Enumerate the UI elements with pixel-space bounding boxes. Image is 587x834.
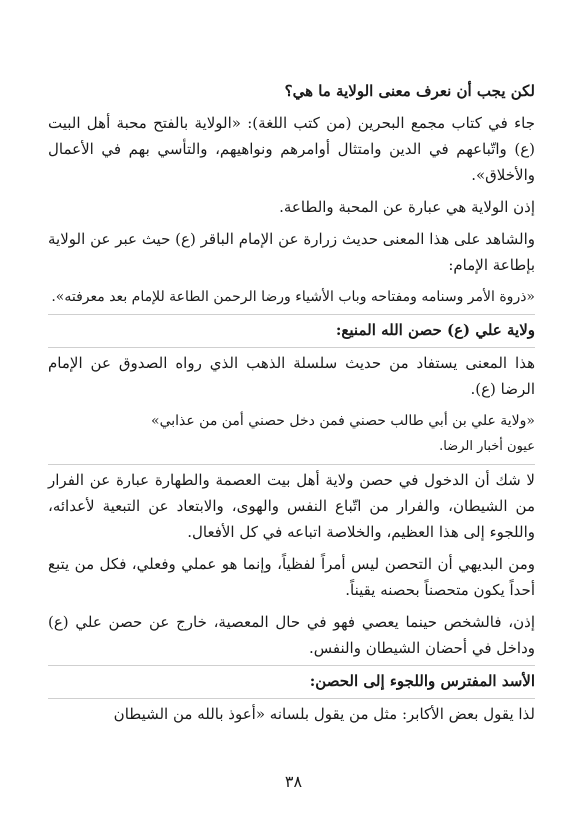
paragraph-entering-fortress: لا شك أن الدخول في حصن ولاية أهل بيت العصمة والطهارة عبارة عن الفرار من الشيطان، والفرار من اتّباع النفس والهوى، والابتعاد عن التبعية لأعدائه، واللجوء إلى هذا العظيم، والخلاصة اتباعه في كل الأفعال. [48, 471, 535, 541]
section-divider [48, 347, 535, 348]
paragraph-sinner: إذن، فالشخص حينما يعصي فهو في حال المعصية، خارج عن حصن علي (ع) وداخل في أحضان الشيطان والنفس. [48, 613, 535, 657]
section-divider [48, 665, 535, 666]
page-number: ٣٨ [284, 772, 303, 791]
section-heading-fortress: ولاية علي (ع) حصن الله المنيع: [335, 321, 535, 339]
paragraph-zurara-hadith: والشاهد على هذا المعنى حديث زرارة عن الإمام الباقر (ع) حيث عبر عن الولاية بإطاعة الإمام: [48, 230, 535, 274]
section-divider [48, 698, 535, 699]
quote-source: عيون أخبار الرضا. [439, 439, 535, 454]
section-divider [48, 314, 535, 315]
paragraph-majma-albahrayn: جاء في كتاب مجمع البحرين (من كتب اللغة): «الولاية بالفتح محبة أهل البيت (ع) واتّباعهم في الدين وامتثال أوامرهم ونواهيهم، والتأسي بهم في الأعمال والأخلاق». [48, 114, 535, 184]
paragraph-golden-chain: هذا المعنى يستفاد من حديث سلسلة الذهب الذي رواه الصدوق عن الإمام الرضا (ع). [48, 354, 535, 398]
question-heading: لكن يجب أن نعرف معنى الولاية ما هي؟ [284, 82, 535, 100]
paragraph-practical-fortification: ومن البديهي أن التحصن ليس أمراً لفظياً، وإنما هو عملي وفعلي، فكل من يتبع أحداً يكون متحصناً بحصنه يقيناً. [48, 555, 535, 599]
paragraph-elders-saying: لذا يقول بعض الأكابر: مثل من يقول بلسانه «أعوذ بالله من الشيطان [113, 705, 535, 723]
paragraph-definition: إذن الولاية هي عبارة عن المحبة والطاعة. [279, 198, 535, 216]
section-divider [48, 464, 535, 465]
quote-zurara: «ذروة الأمر وسنامه ومفتاحه وباب الأشياء ورضا الرحمن الطاعة للإمام بعد معرفته». [51, 289, 535, 305]
quote-fortress-hadith: «ولاية علي بن أبي طالب حصني فمن دخل حصني أمن من عذابي» [151, 413, 535, 429]
section-heading-lion: الأسد المفترس واللجوء إلى الحصن: [309, 672, 535, 690]
